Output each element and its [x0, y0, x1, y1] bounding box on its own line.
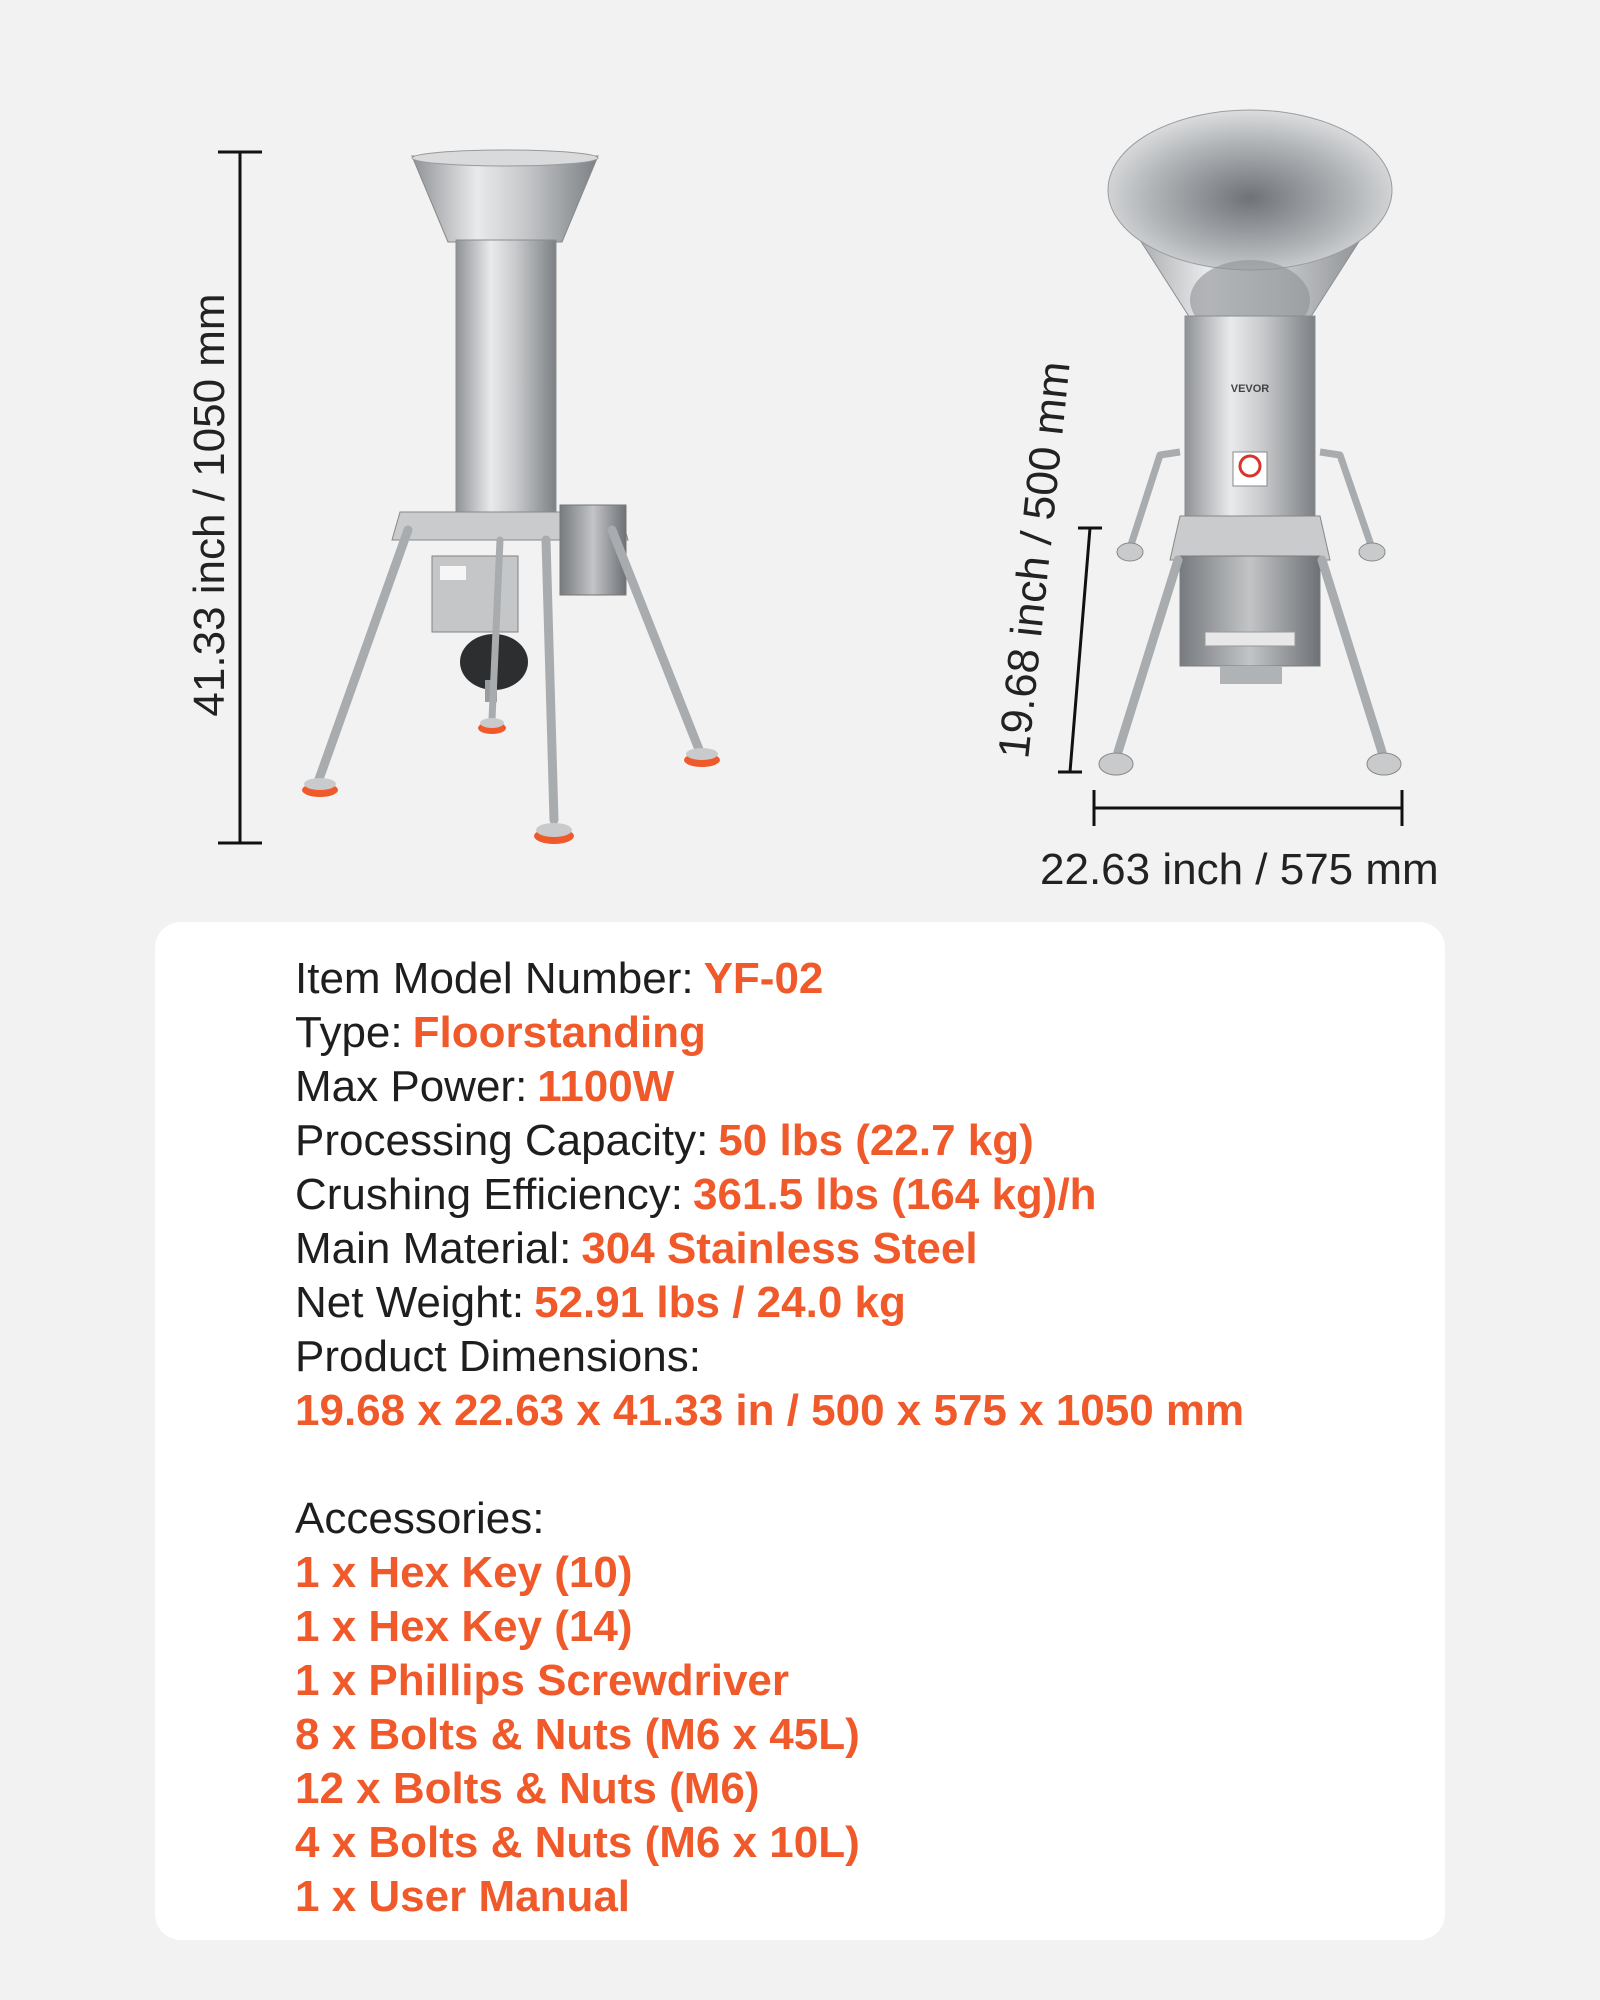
- spec-card: [155, 922, 1445, 1940]
- spec-label: Product Dimensions:: [295, 1332, 701, 1381]
- machine-side-view: [302, 150, 720, 844]
- spec-value: YF-02: [703, 954, 824, 1003]
- spec-capacity: [295, 1114, 1415, 1168]
- width-dimension-line: [1094, 790, 1402, 826]
- height-dimension-label: 41.33 inch / 1050 mm: [185, 293, 234, 717]
- spec-value: 52.91 lbs / 24.0 kg: [534, 1278, 906, 1327]
- spec-label: Max Power:: [295, 1062, 528, 1111]
- spec-weight: [295, 1276, 1415, 1330]
- spec-label: Net Weight:: [295, 1278, 525, 1327]
- depth-dimension-line: [1058, 528, 1102, 772]
- spec-value: Floorstanding: [412, 1008, 706, 1057]
- depth-dimension-label: 19.68 inch / 500 mm: [989, 359, 1080, 761]
- spec-dimensions-value: 19.68 x 22.63 x 41.33 in / 500 x 575 x 1050 mm: [295, 1386, 1245, 1435]
- spec-value: 1100W: [537, 1062, 675, 1111]
- spec-label: Main Material:: [295, 1224, 572, 1273]
- width-dimension-label: 22.63 inch / 575 mm: [1040, 845, 1439, 894]
- accessory-item: 1 x Phillips Screwdriver: [295, 1656, 790, 1705]
- spec-efficiency: [295, 1168, 1415, 1222]
- accessory-item: 12 x Bolts & Nuts (M6): [295, 1764, 760, 1813]
- accessory-item: 1 x Hex Key (10): [295, 1548, 633, 1597]
- spec-label: Crushing Efficiency:: [295, 1170, 684, 1219]
- accessory-item: 4 x Bolts & Nuts (M6 x 10L): [295, 1818, 860, 1867]
- spacer: [295, 1438, 1415, 1492]
- spec-type: [295, 1006, 1415, 1060]
- product-illustration: [0, 0, 1600, 920]
- spec-value: 50 lbs (22.7 kg): [718, 1116, 1034, 1165]
- spec-model: [295, 952, 1415, 1006]
- accessories-heading: [295, 1492, 1415, 1546]
- accessory-item: 8 x Bolts & Nuts (M6 x 45L): [295, 1710, 860, 1759]
- product-figure: [0, 0, 1600, 920]
- brand-label: VEVOR: [1230, 383, 1270, 395]
- accessories-label: Accessories:: [295, 1494, 545, 1543]
- spec-material: [295, 1222, 1415, 1276]
- accessory-item: 1 x Hex Key (14): [295, 1602, 633, 1651]
- spec-label: Type:: [295, 1008, 403, 1057]
- spec-value: 304 Stainless Steel: [581, 1224, 978, 1273]
- spec-value: 361.5 lbs (164 kg)/h: [693, 1170, 1097, 1219]
- spec-label: Processing Capacity:: [295, 1116, 709, 1165]
- spec-power: [295, 1060, 1415, 1114]
- accessory-item: 1 x User Manual: [295, 1872, 631, 1921]
- spec-dimensions: [295, 1330, 1415, 1384]
- spec-label: Item Model Number:: [295, 954, 694, 1003]
- spec-list: [295, 952, 1415, 1924]
- machine-front-view: [1099, 110, 1401, 775]
